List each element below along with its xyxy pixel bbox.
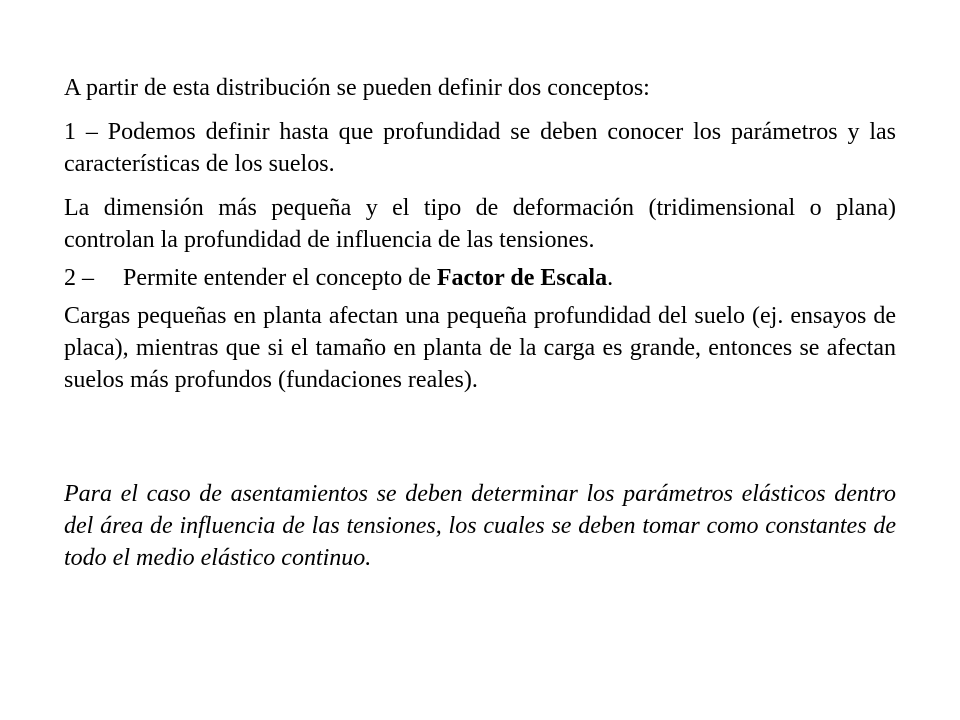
point-1-paragraph: 1 – Podemos definir hasta que profundidad se deben conocer los parámetros y las características de los suelos. <box>64 119 896 177</box>
point-2-detail-paragraph: Cargas pequeñas en planta afectan una pequeña profundidad del suelo (ej. ensayos de placa), mientras que si el tamaño en planta de la carga es grande, entonces se afectan suelos más profundos (fundaciones reales). <box>64 303 896 393</box>
slide-body <box>64 72 896 574</box>
conclusion-paragraph: Para el caso de asentamientos se deben determinar los parámetros elásticos dentro del área de influencia de las tensiones, los cuales se deben tomar como constantes de todo el medio elástico continuo. <box>64 481 896 571</box>
point-2-period: . <box>607 265 614 291</box>
point-2-paragraph <box>64 262 896 294</box>
point-1-detail-paragraph: La dimensión más pequeña y el tipo de deformación (tridimensional o plana) controlan la profundidad de influencia de las tensiones. <box>64 195 896 253</box>
factor-de-escala-term: Factor de Escala <box>436 265 608 291</box>
point-2-number: 2 – <box>64 265 94 291</box>
intro-paragraph: A partir de esta distribución se pueden definir dos conceptos: <box>64 75 650 101</box>
point-2-text: Permite entender el concepto de <box>123 265 437 291</box>
